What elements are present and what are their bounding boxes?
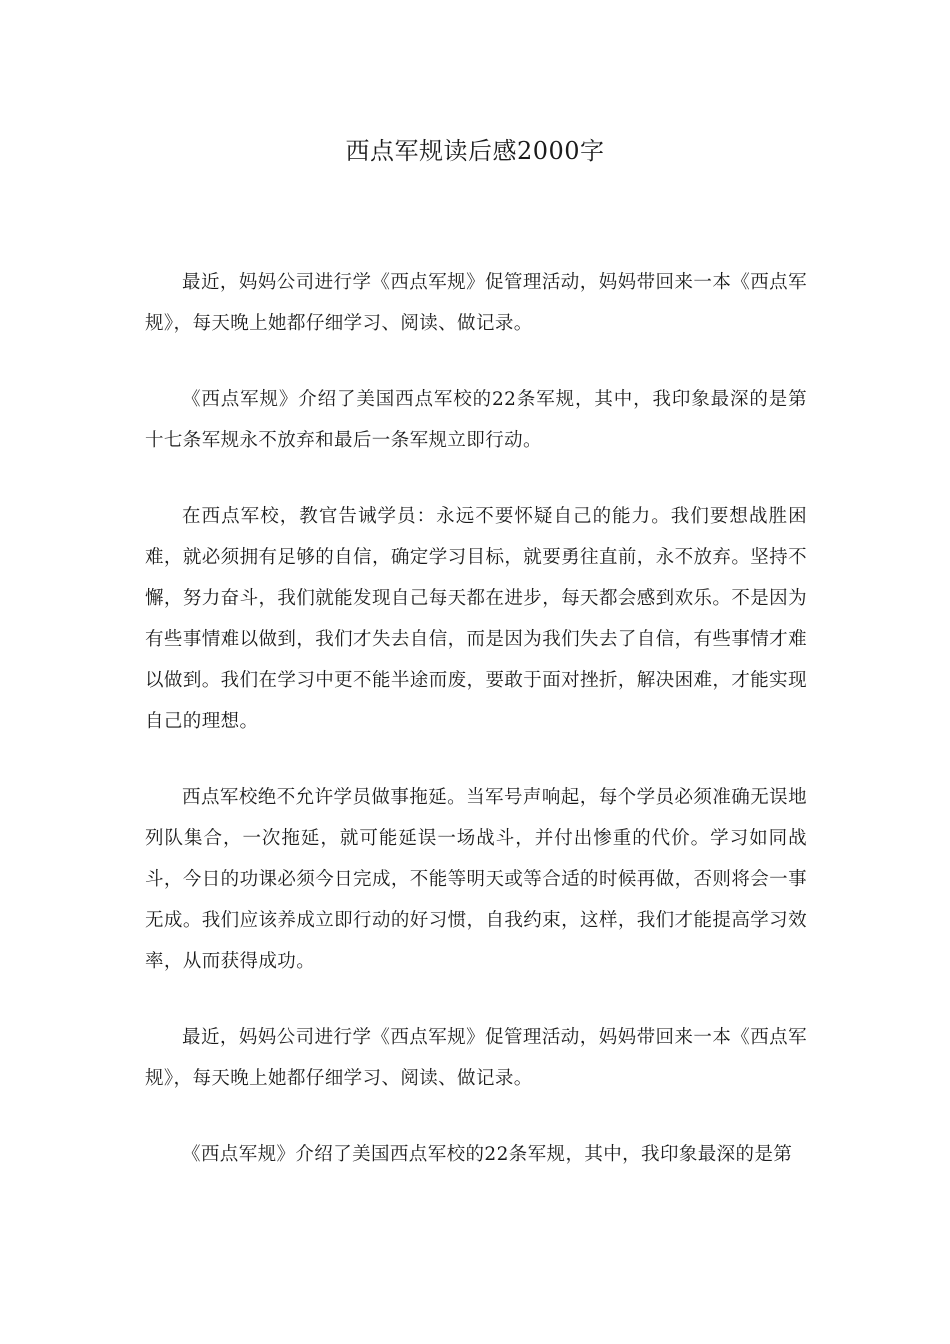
document-body bbox=[145, 262, 807, 1210]
paragraph-5: 最近，妈妈公司进行学《西点军规》促管理活动，妈妈带回来一本《西点军规》，每天晚上她都仔细学习、阅读、做记录。 bbox=[145, 1027, 807, 1089]
paragraph-3: 在西点军校，教官告诫学员：永远不要怀疑自己的能力。我们要想战胜困难，就必须拥有足够的自信，确定学习目标，就要勇往直前，永不放弃。坚持不懈，努力奋斗，我们就能发现自己每天都在进步，每天都会感到欢乐。不是因为有些事情难以做到，我们才失去自信，而是因为我们失去了自信，有些事情才难以做到。我们在学习中更不能半途而废，要敢于面对挫折，解决困难，才能实现自己的理想。 bbox=[145, 506, 807, 732]
document-title: 西点军规读后感2000字 bbox=[345, 137, 605, 165]
paragraph-4: 西点军校绝不允许学员做事拖延。当军号声响起，每个学员必须准确无误地列队集合，一次拖延，就可能延误一场战斗，并付出惨重的代价。学习如同战斗，今日的功课必须今日完成，不能等明天或等合适的时候再做，否则将会一事无成。我们应该养成立即行动的好习惯，自我约束，这样，我们才能提高学习效率，从而获得成功。 bbox=[145, 787, 807, 972]
paragraph-6: 《西点军规》介绍了美国西点军校的22条军规，其中，我印象最深的是第 bbox=[182, 1144, 793, 1165]
paragraph-1: 最近，妈妈公司进行学《西点军规》促管理活动，妈妈带回来一本《西点军规》，每天晚上她都仔细学习、阅读、做记录。 bbox=[145, 272, 807, 334]
paragraph-2: 《西点军规》介绍了美国西点军校的22条军规，其中，我印象最深的是第十七条军规永不放弃和最后一条军规立即行动。 bbox=[145, 389, 807, 451]
